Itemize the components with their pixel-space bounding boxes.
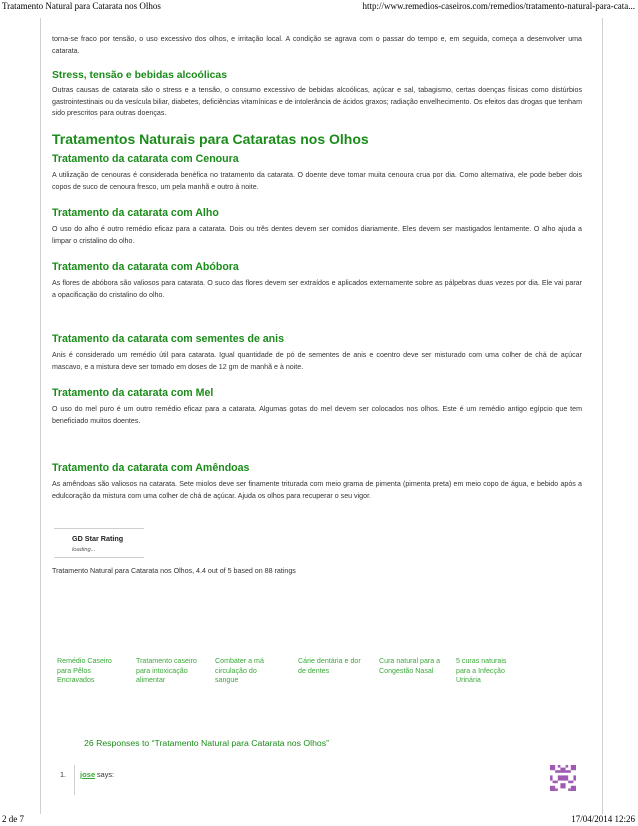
rating-title: GD Star Rating	[72, 534, 124, 543]
print-datetime: 17/04/2014 12:26	[571, 814, 635, 824]
stress-paragraph: Outras causas de catarata são o stress e a tensão, o consumo excessivo de bebidas alcoólicas, açúcar e sal, tabagismo, certas doenças físicas como distúrbios gastrointestinais ou da vesícula biliar, diabetes, deficiências vitamínicas e de intolerância de ácidos graxos; radiação envelhecimento. Os efeitos das drogas que tenham sido prescritos para outras doenças.	[52, 86, 582, 118]
related-post-line: Urinária	[456, 676, 481, 685]
related-post-link[interactable]	[456, 657, 528, 686]
related-post-line: Cura natural para a	[379, 657, 441, 665]
comment-item	[60, 765, 580, 791]
intro-paragraph: torna-se fraco por tensão, o uso excessivo dos olhos, e irritação local. A condição se agrava com o passar do tempo e, em seguida, começa a desenvolver uma catarata.	[52, 35, 582, 55]
section-amendoas-body	[52, 479, 582, 502]
main-heading: Tratamentos Naturais para Cataratas nos Olhos	[52, 131, 369, 147]
section-heading: Tratamento da catarata com Abóbora	[52, 261, 239, 273]
print-url: http://www.remedios-caseiros.com/remedios/tratamento-natural-para-cata...	[362, 1, 635, 11]
related-post-line: de dentes	[298, 666, 330, 675]
related-post-line: alimentar	[136, 676, 166, 685]
related-post-line: Cárie dentária e dor	[298, 657, 361, 665]
related-post-link[interactable]	[57, 657, 129, 686]
related-post-link[interactable]	[136, 657, 208, 686]
related-post-line: para Pêlos	[57, 666, 91, 675]
section-anis-body	[52, 350, 582, 373]
identicon-avatar-icon	[550, 765, 576, 791]
comment-divider	[74, 765, 75, 795]
stress-section	[52, 69, 582, 82]
section-paragraph: As amêndoas são valiosos na catarata. Sete miolos deve ser finamente triturada com meio grama de pimenta (pimenta preta) em meio copo de água, e bebido após a edulcoração da mistura com uma colher de chá de açúcar. Ajuda os olhos para recuperar o seu vigor.	[52, 480, 582, 500]
related-post-line: Remédio Caseiro	[57, 657, 112, 665]
intro-block	[52, 34, 582, 57]
related-post-line: circulação do	[215, 666, 257, 675]
related-post-link[interactable]	[298, 657, 370, 676]
section-paragraph: Anis é considerado um remédio útil para catarata. Igual quantidade de pó de sementes de anis e coentro deve ser misturado com uma colher de chá de açúcar mascavo, e a mistura deve ser tomado em doses de 12 gm de manhã e à noite.	[52, 351, 582, 371]
related-post-line: para intoxicação	[136, 666, 188, 675]
rating-summary: Tratamento Natural para Catarata nos Olhos, 4.4 out of 5 based on 88 ratings	[52, 567, 296, 575]
section-mel-body	[52, 404, 582, 427]
star-rating-widget	[54, 528, 144, 558]
related-post-link[interactable]	[379, 657, 451, 676]
section-cenoura-heading-block	[52, 153, 582, 166]
section-heading: Tratamento da catarata com sementes de anis	[52, 333, 284, 345]
print-page-title: Tratamento Natural para Catarata nos Olhos	[2, 1, 161, 11]
related-post-line: para a Infecção	[456, 666, 505, 675]
stress-heading: Stress, tensão e bebidas alcoólicas	[52, 70, 227, 81]
section-paragraph: As flores de abóbora são valiosos para catarata. O suco das flores devem ser extraídos e aplicados externamente sobre as pálpebras duas vezes por dia. Ele vai parar a opacificação do cristalino do olho.	[52, 279, 582, 299]
related-post-line: Congestão Nasal	[379, 666, 434, 675]
main-heading-block	[52, 131, 582, 148]
print-page-number: 2 de 7	[2, 814, 24, 824]
related-post-line: sangue	[215, 676, 239, 685]
comment-number: 1.	[60, 770, 67, 779]
section-alho-body	[52, 224, 582, 247]
section-paragraph: O uso do alho é outro remédio eficaz para a catarata. Dois ou três dentes devem ser comidos diariamente. Eles devem ser mastigados lentamente. O alho ajuda a limpar o cristalino do olho.	[52, 225, 582, 245]
comment-says-label: says:	[97, 770, 115, 779]
section-alho-heading-block	[52, 207, 582, 220]
section-heading: Tratamento da catarata com Cenoura	[52, 153, 239, 165]
rating-divider-bottom	[54, 557, 144, 558]
section-anis-heading-block	[52, 333, 582, 346]
section-abobora-body	[52, 278, 582, 301]
rating-divider-top	[54, 528, 144, 529]
responses-heading: 26 Responses to “Tratamento Natural para Catarata nos Olhos”	[84, 738, 329, 748]
section-heading: Tratamento da catarata com Amêndoas	[52, 462, 250, 474]
related-post-link[interactable]	[215, 657, 287, 686]
stress-body	[52, 85, 582, 120]
section-abobora-heading-block	[52, 261, 582, 274]
print-footer	[0, 812, 638, 826]
section-amendoas-heading-block	[52, 462, 582, 475]
section-paragraph: O uso do mel puro é um outro remédio eficaz para a catarata. Algumas gotas do mel devem ser colocados nos olhos. Este é um remédio antigo egípcio que tem beneficiado muitos doentes.	[52, 405, 582, 425]
rating-loading: loading...	[72, 547, 96, 553]
related-post-line: Encravados	[57, 676, 95, 685]
related-post-line: Combater a má	[215, 657, 264, 665]
section-mel-heading-block	[52, 387, 582, 400]
section-paragraph: A utilização de cenouras é considerada benéfica no tratamento da catarata. O doente deve tomar muita cenoura crua por dia. Como alternativa, ele pode beber dois copos de suco de cenoura fresco, um pela manhã e outro à noite.	[52, 171, 582, 191]
section-heading: Tratamento da catarata com Mel	[52, 387, 214, 399]
section-cenoura-body	[52, 170, 582, 193]
related-post-line: 5 curas naturais	[456, 657, 507, 665]
print-header	[0, 0, 638, 14]
related-post-line: Tratamento caseiro	[136, 657, 197, 665]
comment-author-link[interactable]: jose	[80, 770, 96, 779]
section-heading: Tratamento da catarata com Alho	[52, 207, 219, 219]
